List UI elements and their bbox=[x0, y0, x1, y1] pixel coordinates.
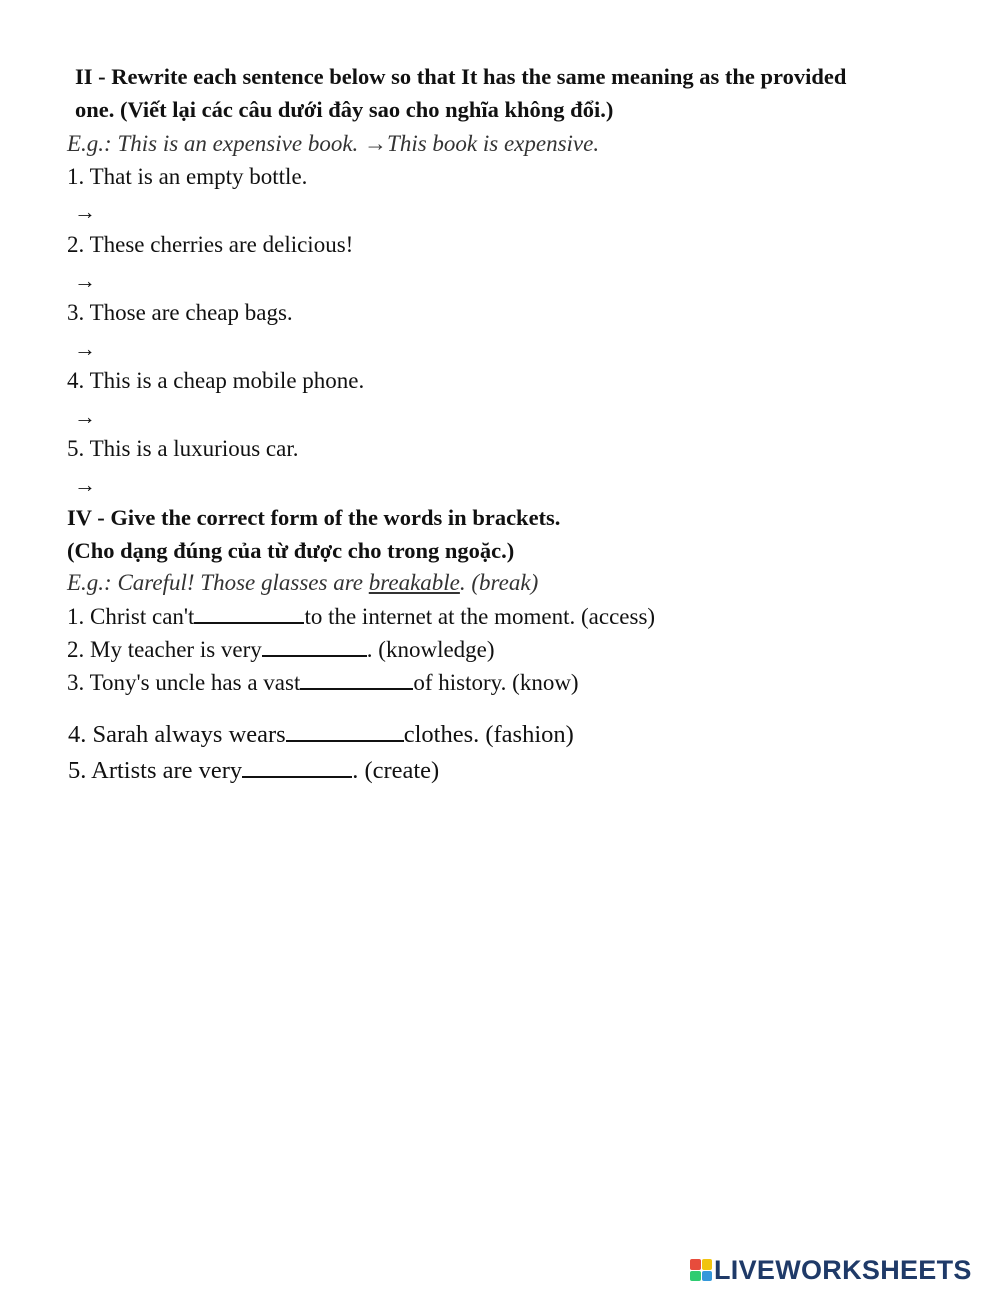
example-after: . (break) bbox=[459, 570, 539, 595]
word-form-item-5 bbox=[68, 756, 439, 785]
rewrite-item-5: 5. This is a luxurious car. bbox=[67, 436, 299, 461]
liveworksheets-logo-icon bbox=[690, 1259, 712, 1281]
word-form-item-4 bbox=[68, 720, 574, 749]
answer-blank-5[interactable] bbox=[242, 756, 352, 778]
answer-blank-1[interactable] bbox=[194, 602, 304, 624]
item-3-text-before: 3. Tony's uncle has a vast bbox=[67, 670, 301, 695]
item-4-text-after: clothes. (fashion) bbox=[403, 721, 574, 748]
item-2-text-before: 2. My teacher is very bbox=[67, 637, 262, 662]
rewrite-arrow-5[interactable]: → bbox=[74, 472, 96, 497]
section-2-heading-line-1: II - Rewrite each sentence below so that It has the same meaning as the provided bbox=[75, 64, 847, 89]
rewrite-item-1: 1. That is an empty bottle. bbox=[67, 164, 308, 189]
liveworksheets-logo[interactable] bbox=[690, 1254, 972, 1286]
logo-square-4 bbox=[702, 1271, 713, 1282]
logo-square-1 bbox=[690, 1259, 701, 1270]
item-1-text-before: 1. Christ can't bbox=[67, 604, 195, 629]
item-1-text-after: to the internet at the moment. (access) bbox=[304, 604, 656, 629]
rewrite-arrow-1[interactable]: → bbox=[74, 199, 96, 224]
rewrite-arrow-4[interactable]: → bbox=[74, 404, 96, 429]
answer-blank-4[interactable] bbox=[286, 720, 404, 742]
answer-blank-2[interactable] bbox=[262, 635, 367, 657]
item-2-text-after: . (knowledge) bbox=[366, 637, 495, 662]
word-form-item-2 bbox=[67, 635, 495, 664]
item-5-text-before: 5. Artists are very bbox=[68, 757, 243, 784]
example-before: E.g.: Careful! Those glasses are bbox=[67, 570, 369, 595]
item-5-text-after: . (create) bbox=[352, 757, 440, 784]
word-form-item-1 bbox=[67, 602, 655, 631]
rewrite-arrow-3[interactable]: → bbox=[74, 336, 96, 361]
rewrite-item-4: 4. This is a cheap mobile phone. bbox=[67, 368, 365, 393]
section-2-example: E.g.: This is an expensive book. →This book is expensive. bbox=[67, 131, 600, 156]
rewrite-item-3: 3. Those are cheap bags. bbox=[67, 300, 293, 325]
logo-text: LIVEWORKSHEETS bbox=[714, 1254, 972, 1285]
section-4-heading-line-1: IV - Give the correct form of the words in brackets. bbox=[67, 505, 561, 530]
answer-blank-3[interactable] bbox=[300, 668, 413, 690]
logo-square-2 bbox=[702, 1259, 713, 1270]
item-3-text-after: of history. (know) bbox=[413, 670, 579, 695]
example-answer: breakable bbox=[368, 570, 460, 595]
rewrite-item-2: 2. These cherries are delicious! bbox=[67, 232, 354, 257]
word-form-item-3 bbox=[67, 668, 579, 697]
rewrite-arrow-2[interactable]: → bbox=[74, 268, 96, 293]
section-4-example bbox=[67, 569, 538, 597]
logo-square-3 bbox=[690, 1271, 701, 1282]
section-2-heading-line-2: one. (Viết lại các câu dưới đây sao cho nghĩa không đổi.) bbox=[75, 97, 614, 122]
section-4-heading-line-2: (Cho dạng đúng của từ được cho trong ngoặc.) bbox=[67, 538, 515, 563]
item-4-text-before: 4. Sarah always wears bbox=[68, 721, 286, 748]
